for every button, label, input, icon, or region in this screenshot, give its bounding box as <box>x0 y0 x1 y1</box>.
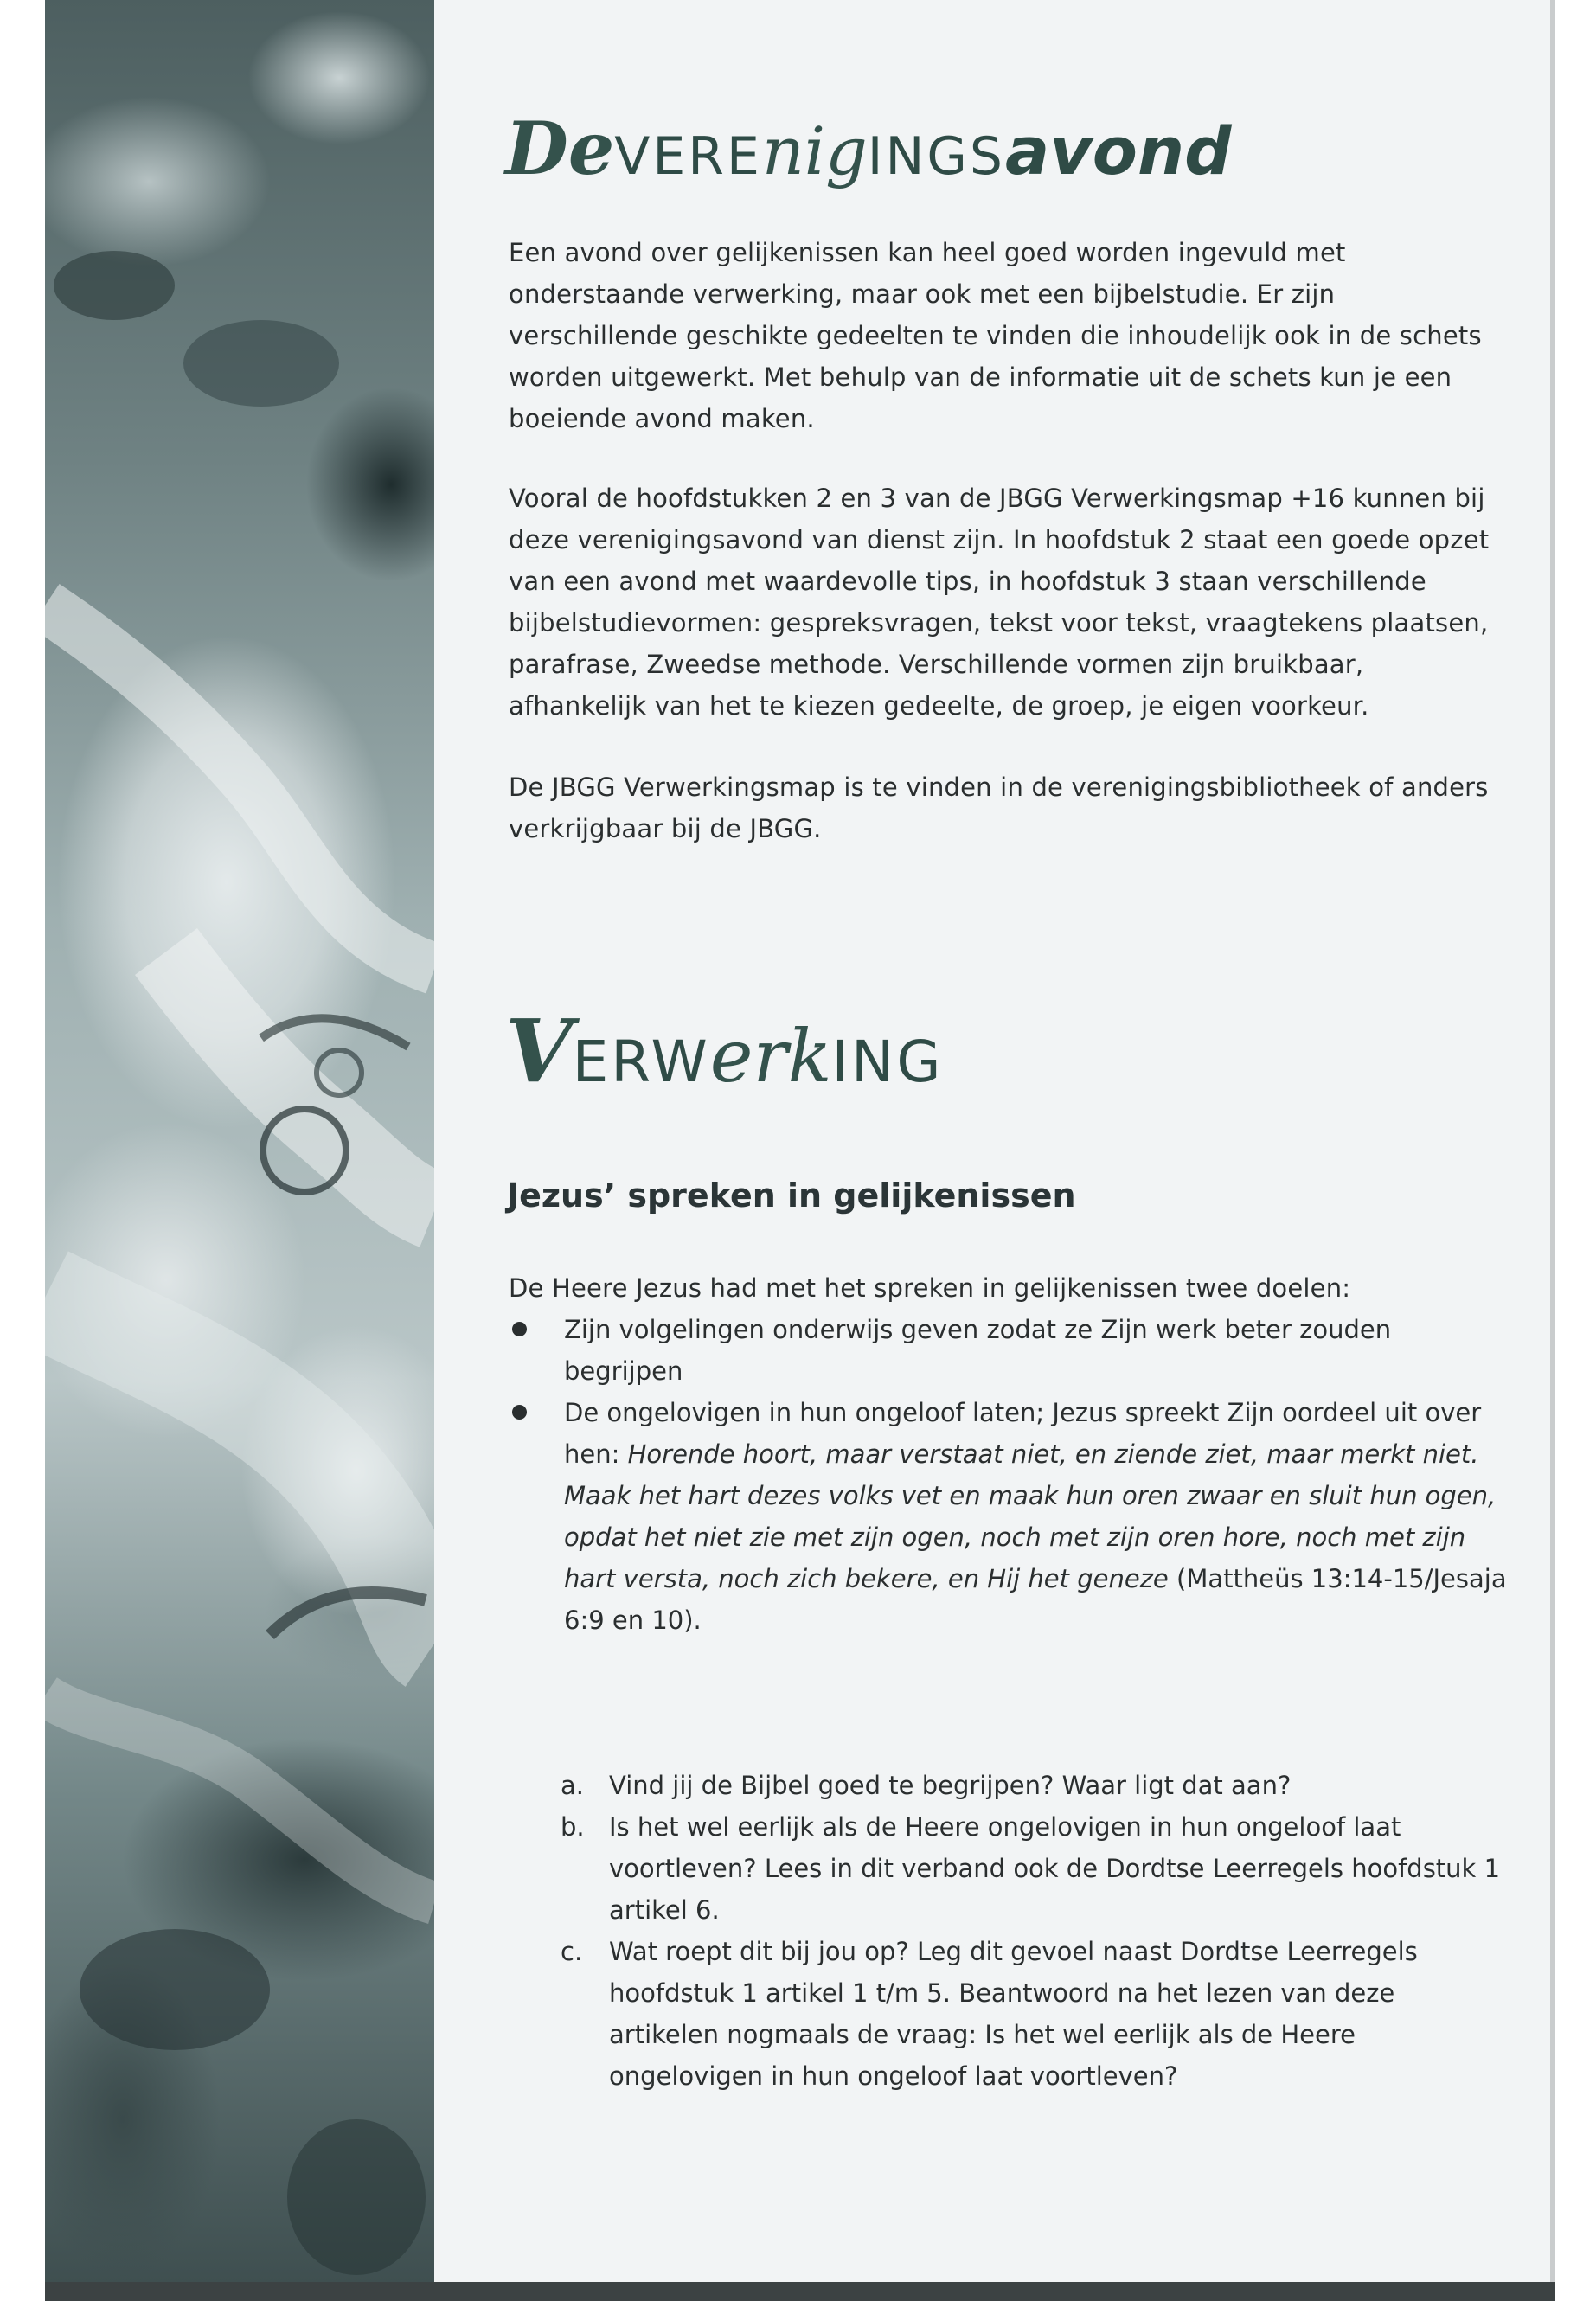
goals-list <box>509 1309 1512 1641</box>
section-title-verwerking <box>505 1000 944 1102</box>
scan-margin <box>1555 0 1596 2301</box>
questions-list <box>561 1765 1512 2097</box>
paragraph-intro: Een avond over gelijkenissen kan heel goed worden ingevuld met onderstaande verwerking, maar ook met een bijbelstudie. Er zijn verschillende geschikte gedeelten te vinden die inhoudelijk ook in de schets worden uitgewerkt. Met behulp van de informatie uit de schets kun je een boeiende avond maken. <box>509 238 1482 433</box>
question-text: Is het wel eerlijk als de Heere ongelovigen in hun ongeloof laat voortleven? Lees in dit verband ook de Dordtse Leerregels hoofdstuk 1 artikel 6. <box>609 1812 1501 1925</box>
title-part: ERW <box>572 1029 710 1095</box>
list-item-text: De ongelovigen in hun ongeloof laten; Jezus spreekt Zijn oordeel uit over hen: <box>564 1398 1482 1469</box>
bullet-icon <box>512 1322 527 1336</box>
question-item <box>561 1806 1512 1931</box>
title-part: avond <box>1004 112 1232 189</box>
question-letter: a. <box>561 1771 584 1800</box>
title-part: erk <box>709 1014 832 1099</box>
paragraph-two-goals: De Heere Jezus had met het spreken in gelijkenissen twee doelen: <box>509 1273 1351 1303</box>
title-part: INGS <box>867 126 1005 187</box>
question-text: Wat roept dit bij jou op? Leg dit gevoel naast Dordtse Leerregels hoofdstuk 1 artikel 1 t/m 5. Beantwoord na het lezen van deze artikelen nogmaals de vraag: Is het wel eerlijk als de Heere ongelovigen in hun ongeloof laat voortleven? <box>609 1937 1418 2091</box>
bible-quote: Horende hoort, maar verstaat niet, en ziende ziet, maar merkt niet. Maak het hart dezes volks vet en maak hun oren zwaar en sluit hun ogen, opdat het niet zie met zijn ogen, noch met zijn oren hore, noch met zijn hart versta, noch zich bekere, en Hij het geneze <box>564 1439 1497 1593</box>
paragraph-verwerkingsmap: De JBGG Verwerkingsmap is te vinden in de verenigingsbibliotheek of anders verkrijgbaar bij de JBGG. <box>509 772 1489 843</box>
question-text: Vind jij de Bijbel goed te begrijpen? Waar ligt dat aan? <box>609 1771 1292 1800</box>
list-item <box>509 1309 1512 1392</box>
title-part: nig <box>761 112 868 189</box>
title-part: De <box>505 106 615 191</box>
question-item <box>561 1765 1512 1806</box>
decorative-photo-strip <box>45 0 434 2301</box>
bullet-icon <box>512 1405 527 1420</box>
paragraph-hoofdstukken: Vooral de hoofdstukken 2 en 3 van de JBGG Verwerkingsmap +16 kunnen bij deze verenigingsavond van dienst zijn. In hoofdstuk 2 staat een goede opzet van een avond met waardevolle tips, in hoofdstuk 3 staan verschillende bijbelstudievormen: gespreksvragen, tekst voor tekst, vraagtekens plaatsen, parafrase, Zweedse methode. Verschillende vormen zijn bruikbaar, afhankelijk van het te kiezen gedeelte, de groep, je eigen voorkeur. <box>509 484 1490 721</box>
subheading: Jezus’ spreken in gelijkenissen <box>507 1176 1076 1215</box>
question-letter: b. <box>561 1812 585 1842</box>
section-title-verenigingsavond <box>505 106 1232 191</box>
list-item-text: Zijn volgelingen onderwijs geven zodat ze Zijn werk beter zouden begrijpen <box>564 1315 1392 1386</box>
bottom-edge-bar <box>45 2282 1555 2301</box>
title-part: V <box>505 1000 573 1102</box>
question-letter: c. <box>561 1937 583 1966</box>
question-item <box>561 1931 1512 2097</box>
title-part: ING <box>831 1029 944 1095</box>
title-part: VERE <box>614 126 762 187</box>
bible-reference: (Mattheüs 13:14-15/Jesaja 6:9 en 10). <box>564 1564 1507 1635</box>
abstract-texture <box>45 0 434 2301</box>
list-item <box>509 1392 1512 1641</box>
